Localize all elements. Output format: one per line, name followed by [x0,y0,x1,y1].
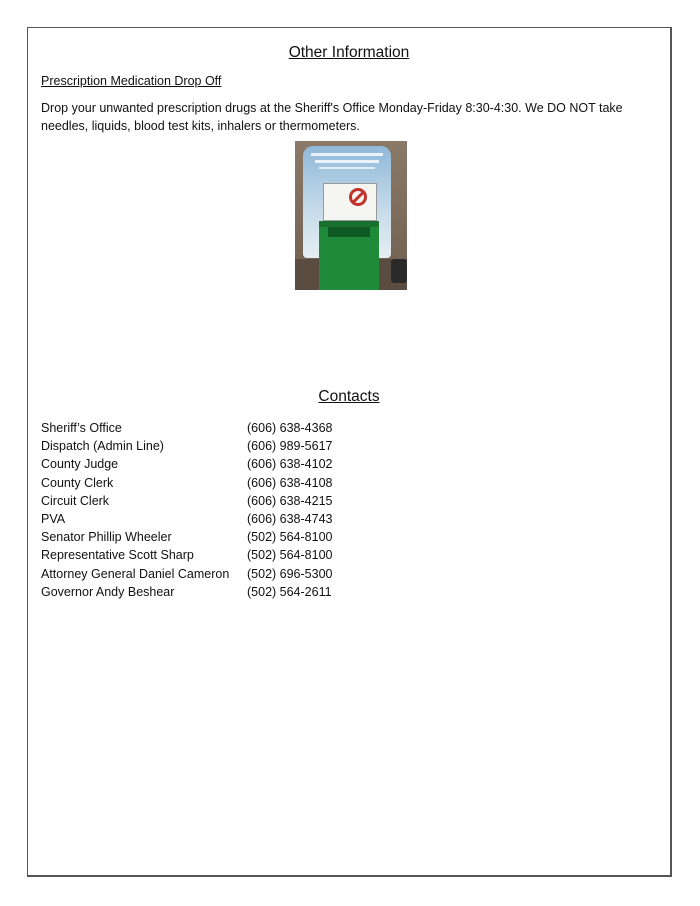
contact-name: Sheriff’s Office [41,421,122,435]
drop-off-paragraph: Drop your unwanted prescription drugs at the Sheriff's Office Monday-Friday 8:30-4:30. We DO NOT take needles, liquids, blood test kits, inhalers or thermometers. [41,101,623,133]
contacts-heading: Contacts [318,388,380,405]
contact-row [41,455,332,473]
contact-name: Governor Andy Beshear [41,584,175,599]
prohibited-icon [349,188,367,206]
other-information-heading: Other Information [288,44,410,61]
contact-row [41,510,332,528]
drop-off-subheading: Prescription Medication Drop Off [41,74,222,88]
contact-phone: (606) 638-4108 [247,475,333,490]
contact-name: PVA [41,512,66,527]
contact-phone: (606) 638-4102 [247,457,333,472]
contact-name: Attorney General Daniel Cameron [41,566,230,581]
contact-phone: (606) 989-5617 [247,439,333,454]
contact-row [41,528,332,546]
contact-row [41,474,332,492]
contact-row [41,583,332,601]
contacts-list [41,419,332,601]
contact-phone: (606) 638-4215 [247,493,333,508]
document-page [27,27,672,877]
contact-name: County Clerk [41,475,114,490]
contact-name: Circuit Clerk [41,493,110,508]
contact-phone: (502) 696-5300 [247,566,333,581]
panel-text-line [315,160,379,163]
contact-name: County Judge [41,457,119,472]
contact-row [41,565,332,583]
contact-row [41,492,332,510]
contact-phone: (502) 564-2611 [247,584,332,599]
contact-name: Dispatch (Admin Line) [41,439,164,454]
contact-name: Senator Phillip Wheeler [41,530,172,545]
contact-row [41,546,332,564]
medication-drop-box-photo [295,141,407,290]
contact-phone: (502) 564-8100 [247,548,333,563]
panel-text-line [319,167,375,169]
trash-can [391,259,407,283]
contact-row [41,419,332,437]
contact-phone: (502) 564-8100 [247,530,333,545]
contact-phone: (606) 638-4743 [247,512,333,527]
drop-slot [328,227,370,237]
contact-row [41,437,332,455]
contact-name: Representative Scott Sharp [41,548,194,563]
panel-text-line [311,153,383,156]
contact-phone: (606) 638-4368 [247,421,333,435]
